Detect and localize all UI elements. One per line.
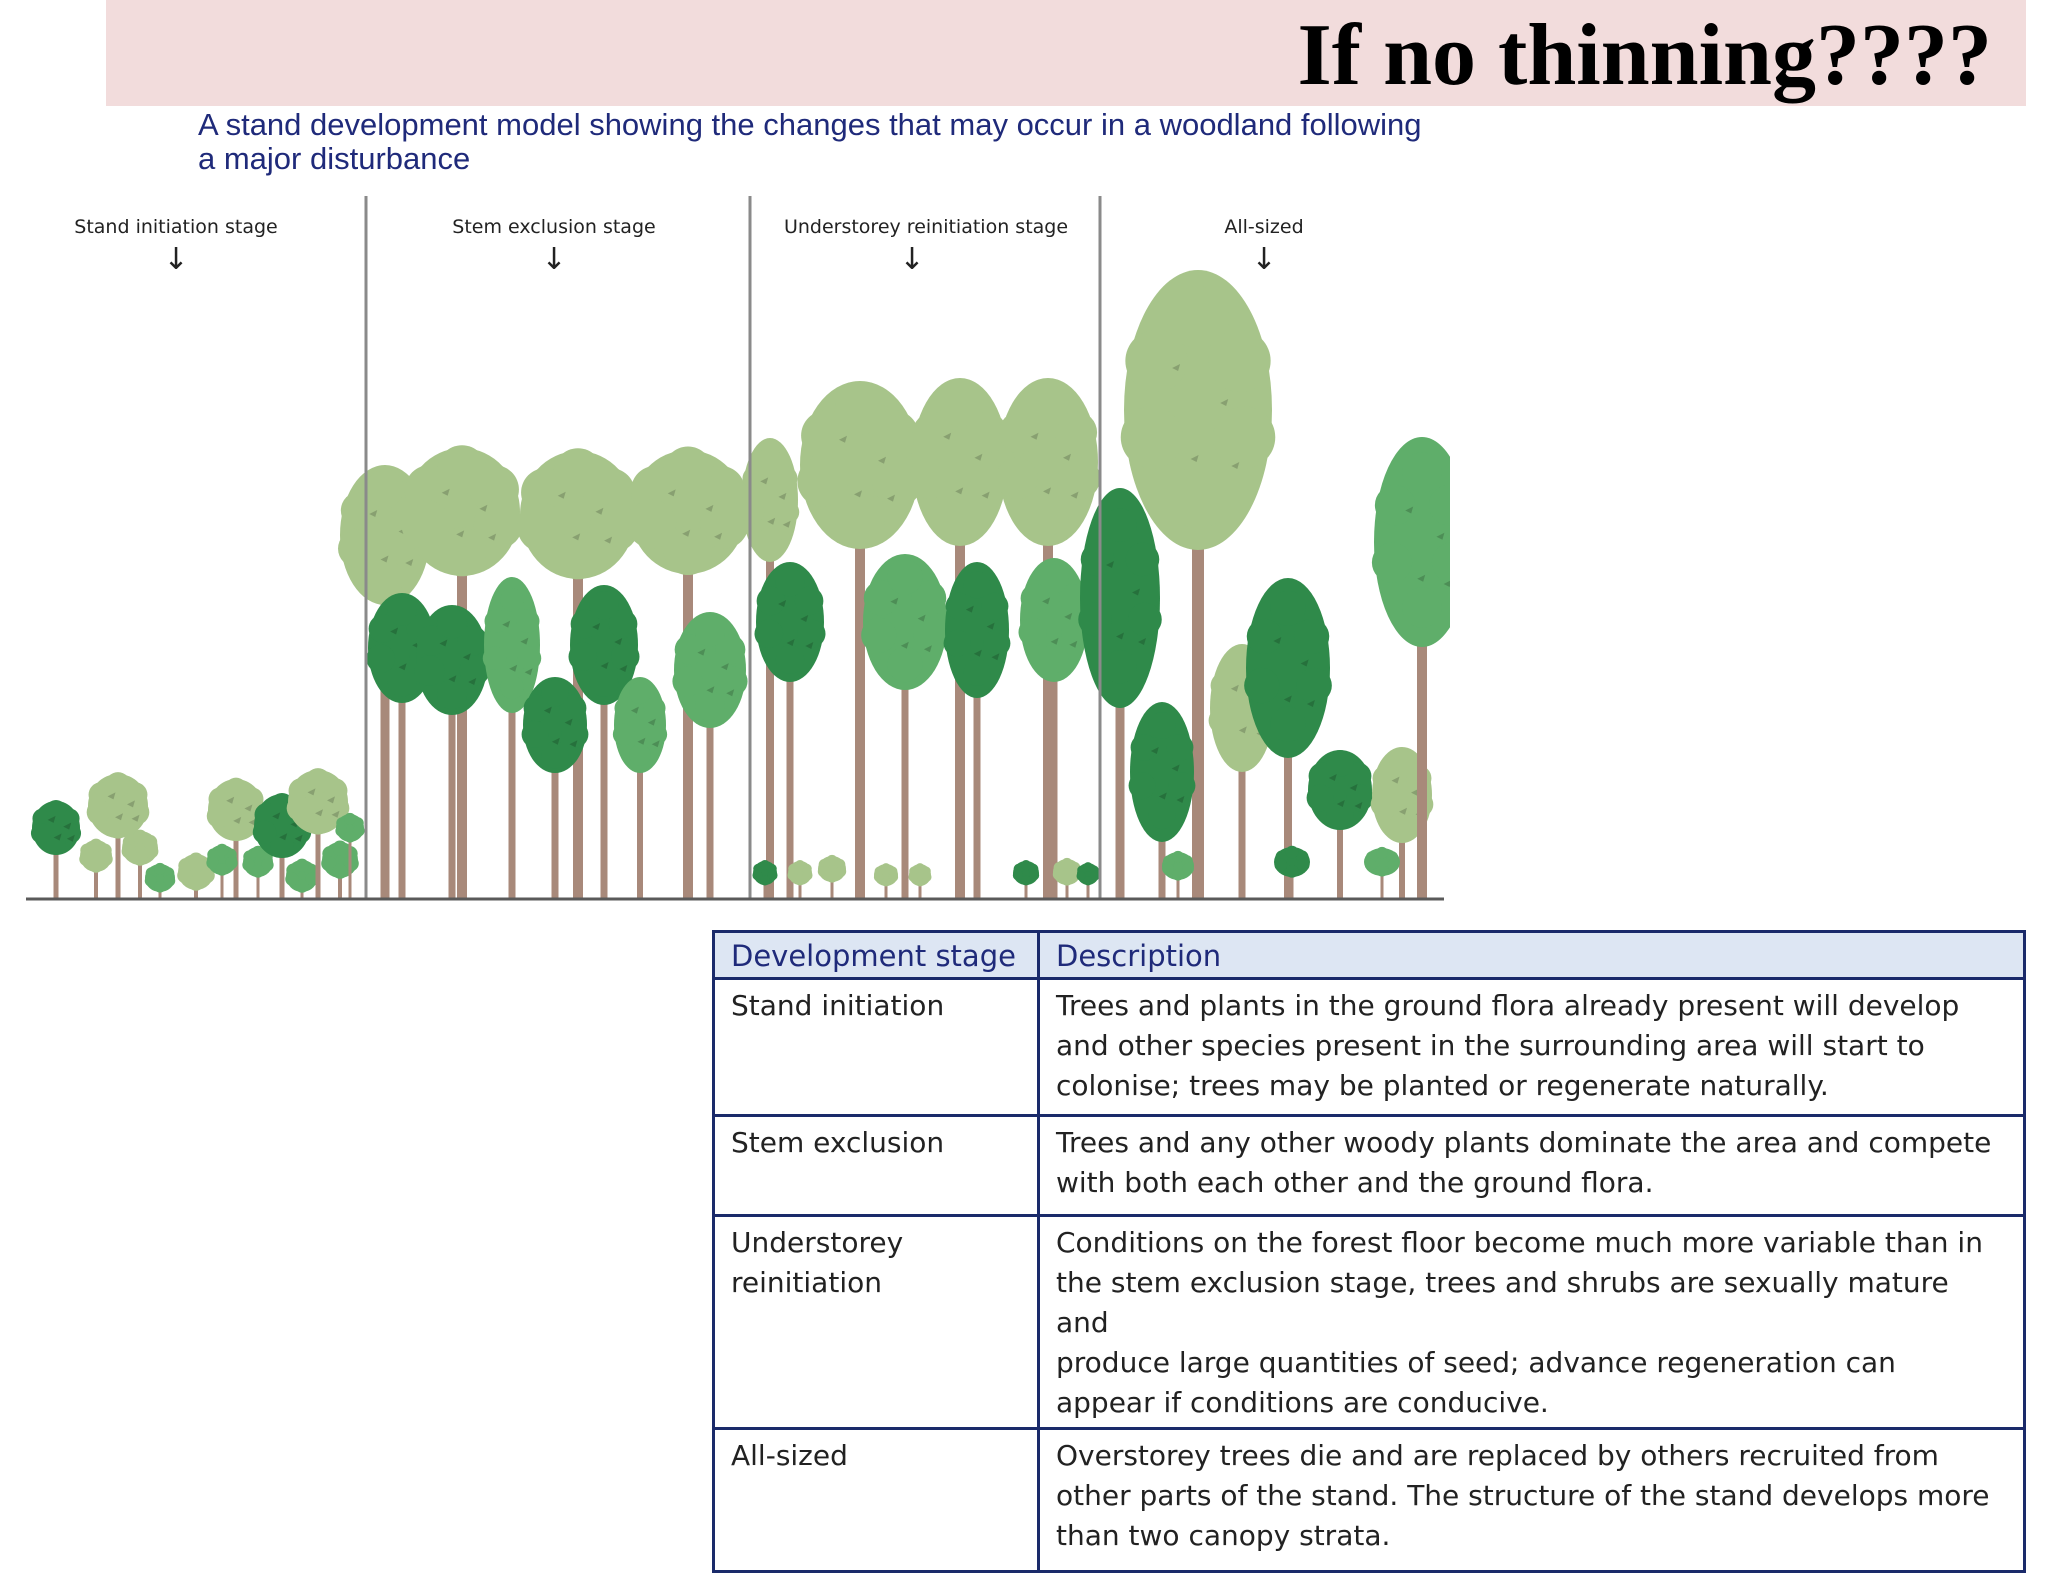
description-line: colonise; trees may be planted or regenerate naturally. — [1056, 1069, 1829, 1102]
tree-crown-lobe — [887, 559, 922, 594]
tree-crown-lobe — [554, 448, 603, 497]
tree-crown-lobe — [1027, 385, 1069, 427]
tree-crown-lobe — [1209, 707, 1236, 734]
tree-crown-lobe — [569, 642, 598, 671]
tree-crown-lobe — [542, 680, 569, 707]
tree-crown-lobe — [1389, 812, 1414, 837]
trees-layer — [31, 270, 1450, 898]
tree-crown-lobe — [672, 666, 702, 696]
tree-crown-lobe — [154, 863, 166, 875]
tree-crown-lobe — [1081, 543, 1115, 577]
description-line: the stem exclusion stage, trees and shrubs are sexually mature and — [1056, 1266, 1949, 1339]
tree-crown-lobe — [1021, 875, 1031, 885]
tree-crown-lobe — [758, 447, 782, 471]
tree-crown-lobe — [438, 445, 487, 494]
tree-crown-lobe — [388, 597, 417, 626]
table-row — [714, 1429, 2025, 1572]
tree-crown-lobe — [940, 494, 980, 534]
tree-crown-lobe — [861, 618, 896, 653]
down-arrow-icon: ↓ — [541, 242, 567, 277]
tree-crown-lobe — [338, 530, 376, 568]
tree-crown-lobe — [1402, 587, 1442, 627]
description-line: Trees and any other woody plants dominate the area and compete — [1056, 1126, 1992, 1159]
tree-crown-lobe — [776, 568, 805, 597]
description-line: Conditions on the forest floor become much more variable than in — [1056, 1226, 1983, 1259]
tree-crown-lobe — [1167, 466, 1229, 528]
tree-crown-lobe — [755, 619, 784, 648]
tree-crown-lobe — [827, 855, 838, 866]
tree-crown-lobe — [1167, 286, 1229, 348]
tree-crown-lobe — [1103, 650, 1137, 684]
tree-crown-lobe — [1372, 542, 1412, 582]
down-arrow-icon: ↓ — [163, 242, 189, 277]
stage-cell: Understorey reinitiation — [714, 1216, 1039, 1429]
tree-crown-lobe — [964, 659, 991, 686]
stage-label-all-sized: All-sized — [1224, 216, 1304, 238]
tree-crown-lobe — [613, 723, 635, 745]
tree-crown-lobe — [216, 863, 229, 876]
tree-crown-lobe — [1389, 751, 1414, 776]
tree-crown-lobe — [188, 876, 203, 891]
tree-crown-lobe — [542, 742, 569, 769]
slide-title: If no thinning???? — [1297, 7, 1992, 104]
tree-crown-lobe — [1376, 847, 1388, 859]
tree-crown-lobe — [500, 588, 524, 612]
tree-crown-lobe — [1083, 862, 1092, 871]
tree-crown-lobe — [1083, 876, 1092, 885]
tree-crown-lobe — [590, 591, 619, 620]
tree-crown-lobe — [1297, 668, 1332, 703]
tree-crown-lobe — [224, 778, 248, 802]
column-header-stage: Development stage — [714, 932, 1039, 979]
tree-trunk — [955, 487, 965, 898]
tree-crown-lobe — [367, 644, 396, 673]
tree-crown-lobe — [1040, 644, 1069, 673]
tree-crown-lobe — [1387, 859, 1399, 871]
tree-crown-lobe — [344, 813, 356, 825]
tree-crown-lobe — [940, 386, 980, 426]
tree-crown-lobe — [485, 609, 509, 633]
tree-crown-lobe — [1402, 452, 1442, 492]
table-row — [714, 1216, 2025, 1429]
tree-crown-lobe — [629, 744, 651, 766]
description-cell — [1039, 1429, 2025, 1572]
tree-crown-lobe — [797, 456, 847, 506]
tree-crown-lobe — [1229, 734, 1256, 761]
tree-crown-lobe — [946, 593, 973, 620]
tree-crown-lobe — [776, 645, 805, 674]
description-line: Trees and plants in the ground flora already present will develop — [1056, 989, 1960, 1022]
tree-crown-lobe — [835, 384, 885, 434]
tree-crown-lobe — [46, 800, 66, 820]
tree-crown-lobe — [1103, 508, 1137, 542]
description-line: than two canopy strata. — [1056, 1519, 1391, 1552]
tree-crown-lobe — [216, 844, 229, 857]
down-arrow-icon: ↓ — [899, 242, 925, 277]
tree-crown-lobe — [1274, 859, 1287, 872]
tree-crown-lobe — [664, 447, 713, 496]
tree-crown-lobe — [1162, 863, 1174, 875]
tree-crown-lobe — [1286, 846, 1299, 859]
tree-crown-lobe — [1126, 543, 1160, 577]
tree-crown-lobe — [516, 609, 540, 633]
tree-crown-lobe — [835, 492, 885, 542]
tree-crown-lobe — [1371, 792, 1396, 817]
tree-crown-lobe — [1182, 863, 1194, 875]
tree-crown-lobe — [295, 879, 308, 892]
stage-cell: All-sized — [714, 1429, 1039, 1572]
tree-crown-lobe — [758, 527, 782, 551]
tree-crown-lobe — [1365, 859, 1377, 871]
tree-crown-lobe — [414, 656, 444, 686]
tree-trunk — [457, 531, 467, 898]
description-line: other parts of the stand. The structure of the stand develops more — [1056, 1479, 1990, 1512]
tree-crown-lobe — [915, 863, 924, 872]
down-arrow-icon: ↓ — [1251, 242, 1277, 277]
tree-crown-lobe — [996, 457, 1038, 499]
tree-crown-lobe — [1244, 668, 1279, 703]
table-header-row — [714, 932, 2025, 979]
tree-crown-lobe — [133, 851, 147, 865]
description-line: with both each other and the ground flora. — [1056, 1166, 1654, 1199]
tree-crown-lobe — [795, 860, 805, 870]
development-stage-table — [712, 930, 2026, 1573]
tree-crown-lobe — [332, 864, 347, 879]
stage-label-stand-initiation: Stand initiation stage — [74, 216, 278, 238]
tree-crown-lobe — [1078, 603, 1112, 637]
description-cell — [1039, 979, 2025, 1116]
tree-crown-lobe — [827, 872, 838, 883]
tree-crown-lobe — [887, 647, 922, 682]
tree-crown-lobe — [1247, 619, 1282, 654]
table-row — [714, 979, 2025, 1116]
tree-crown-lobe — [1172, 869, 1184, 881]
tree-crown-lobe — [1294, 619, 1329, 654]
column-header-description: Description — [1039, 932, 2025, 979]
tree-crown-lobe — [133, 830, 147, 844]
tree-crown-lobe — [1019, 618, 1048, 647]
tree-crown-lobe — [518, 647, 542, 671]
forest-diagram — [0, 180, 1450, 910]
tree-crown-lobe — [366, 560, 404, 598]
tree-crown-lobe — [483, 647, 507, 671]
tree-crown-lobe — [760, 875, 770, 885]
tree-crown-lobe — [741, 500, 765, 524]
tree-crown-lobe — [1040, 565, 1069, 594]
tree-crown-lobe — [910, 458, 950, 498]
description-line: and other species present in the surrounding area will start to — [1056, 1029, 1925, 1062]
tree-crown-lobe — [388, 668, 417, 697]
tree-crown-lobe — [188, 853, 203, 868]
tree-crown-lobe — [105, 772, 130, 797]
figure-caption: A stand development model showing the changes that may occur in a woodland following a major disturbance — [198, 107, 1422, 176]
stage-label-understorey-reinitiation: Understorey reinitiation stage — [783, 216, 1069, 238]
description-cell — [1039, 1216, 2025, 1429]
stage-cell: Stand initiation — [714, 979, 1039, 1116]
tree-crown-lobe — [344, 831, 356, 843]
tree-crown-lobe — [743, 466, 767, 490]
tree-crown-lobe — [1149, 802, 1176, 829]
tree-crown-lobe — [1297, 859, 1310, 872]
tree-crown-lobe — [881, 863, 890, 872]
tree-crown-lobe — [332, 841, 347, 856]
tree-crown-lobe — [1129, 772, 1156, 799]
stage-label-stem-exclusion: Stem exclusion stage — [452, 216, 656, 238]
tree-crown-lobe — [1062, 875, 1073, 886]
description-line: appear if conditions are conducive. — [1056, 1386, 1549, 1419]
tree-crown-lobe — [1270, 707, 1305, 742]
tree-crown-lobe — [1270, 591, 1305, 626]
tree-crown-lobe — [1169, 772, 1196, 799]
tree-crown-lobe — [366, 470, 404, 508]
tree-crown-lobe — [695, 691, 725, 721]
tree-crown-lobe — [695, 616, 725, 646]
tree-crown-lobe — [437, 608, 467, 638]
table-row — [714, 1116, 2025, 1216]
tree-crown-lobe — [1167, 734, 1194, 761]
tree-crown-lobe — [154, 881, 166, 893]
tree-crown-lobe — [1149, 712, 1176, 739]
tree-crown-lobe — [1121, 406, 1183, 468]
tree-crown-lobe — [590, 668, 619, 697]
tree-crown-lobe — [915, 877, 924, 886]
tree-crown-lobe — [984, 630, 1011, 657]
tree-crown-lobe — [437, 679, 467, 709]
tree-crown-lobe — [944, 630, 971, 657]
tree-crown-lobe — [774, 466, 798, 490]
description-cell — [1039, 1116, 2025, 1216]
tree-crown-lobe — [1027, 493, 1069, 535]
tree-crown-lobe — [500, 676, 524, 700]
tree-crown-lobe — [1213, 406, 1275, 468]
tree-crown-lobe — [881, 877, 890, 886]
title-band — [106, 0, 2026, 106]
tree-crown-lobe — [982, 593, 1009, 620]
tree-crown-lobe — [964, 571, 991, 598]
tree-crown-lobe — [1131, 734, 1158, 761]
stage-cell: Stem exclusion — [714, 1116, 1039, 1216]
tree-crown-lobe — [1286, 865, 1299, 878]
tree-crown-lobe — [1376, 865, 1388, 877]
tree-crown-lobe — [1375, 485, 1415, 525]
tree-crown-lobe — [1211, 672, 1238, 699]
tree-crown-lobe — [760, 860, 770, 870]
tree-crown-lobe — [1128, 603, 1162, 637]
tree-trunk — [855, 490, 865, 898]
tree-crown-lobe — [1327, 750, 1354, 777]
description-line: produce large quantities of seed; advance regeneration can — [1056, 1346, 1896, 1379]
tree-crown-lobe — [295, 859, 308, 872]
description-line: Overstorey trees die and are replaced by others recruited from — [1056, 1439, 1939, 1472]
tree-crown-lobe — [305, 768, 330, 793]
tree-crown-lobe — [1058, 457, 1100, 499]
tree-crown-lobe — [252, 865, 265, 878]
tree-crown-lobe — [89, 859, 102, 872]
tree-crown-lobe — [89, 839, 102, 852]
tree-crown-lobe — [1172, 851, 1184, 863]
tree-crown-lobe — [629, 682, 651, 704]
tree-crown-lobe — [795, 875, 805, 885]
tree-crown-lobe — [776, 500, 800, 524]
tree-crown-lobe — [1021, 860, 1031, 870]
tree-crown-lobe — [1062, 858, 1073, 869]
tree-crown-lobe — [522, 721, 549, 748]
